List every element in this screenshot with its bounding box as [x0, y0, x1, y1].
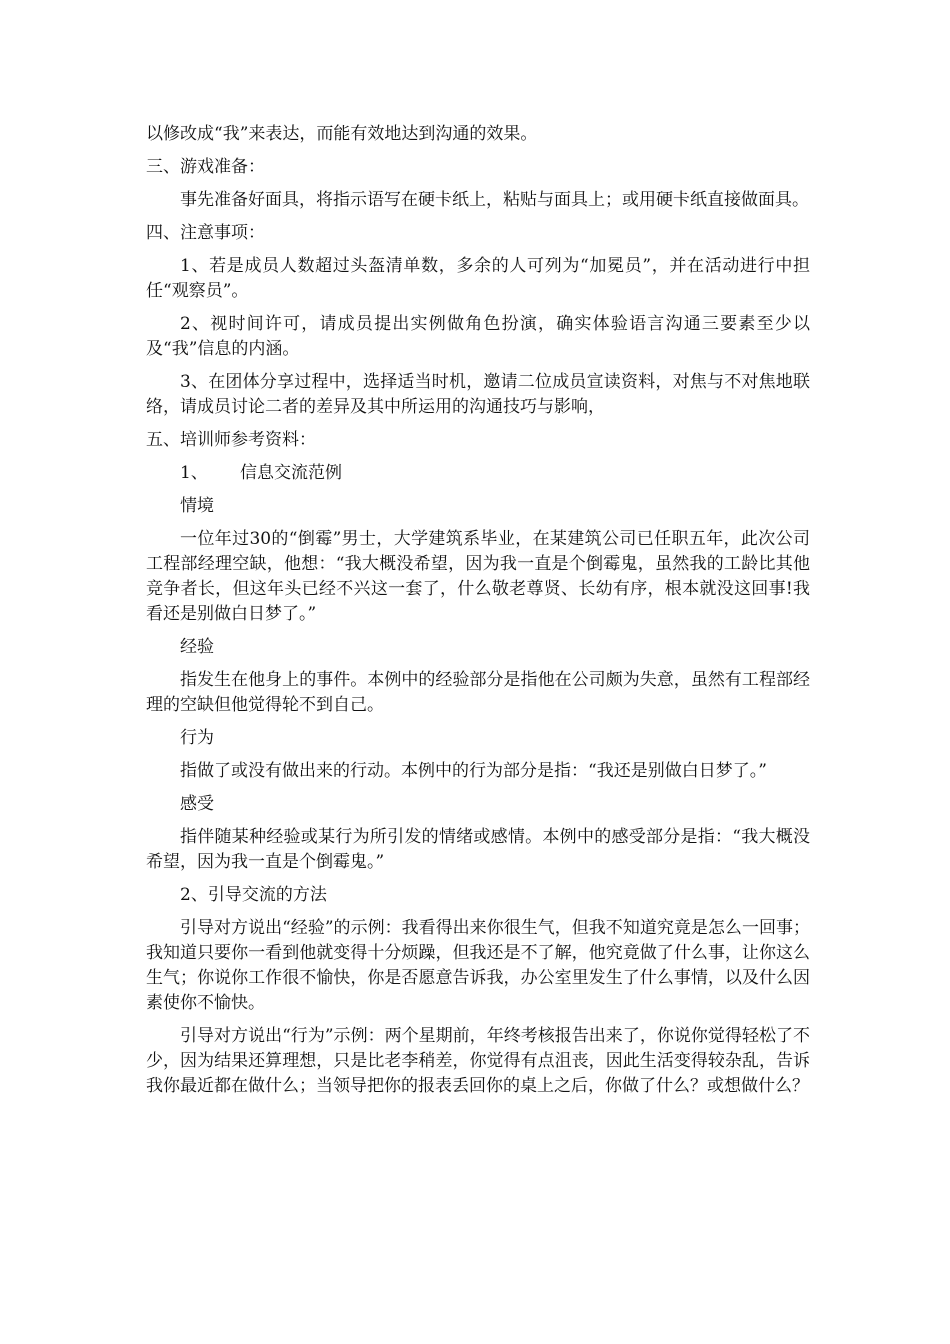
paragraph-intro-continuation: 以修改成“我”来表达，而能有效地达到沟通的效果。: [146, 124, 538, 144]
subheading-guide-methods: 2、引导交流的方法: [180, 885, 327, 905]
heading-trainer-reference: 五、培训师参考资料：: [146, 430, 316, 450]
paragraph-game-preparation: 事先准备好面具，将指示语写在硬卡纸上，粘贴与面具上；或用硬卡纸直接做面具。: [180, 190, 809, 210]
heading-game-preparation: 三、游戏准备：: [146, 157, 265, 177]
note-item-1: 1、若是成员人数超过头盔清单数，多余的人可列为“加冕员”，并在活动进行中担任“观察员”。: [146, 256, 810, 301]
term-situation: 情境: [180, 496, 214, 516]
paragraph-guide-experience: 引导对方说出“经验”的示例：我看得出来你很生气，但我不知道究竟是怎么一回事；我知道只要你一看到他就变得十分烦躁，但我还是不了解，他究竟做了什么事，让你这么生气；你说你工作很不愉快，你是否愿意告诉我，办公室里发生了什么事情，以及什么因素使你不愉快。: [146, 918, 810, 1013]
note-item-2: 2、视时间许可，请成员提出实例做角色扮演，确实体验语言沟通三要素至少以及“我”信息的内涵。: [146, 314, 810, 359]
paragraph-guide-behavior: 引导对方说出“行为”示例：两个星期前，年终考核报告出来了，你说你觉得轻松了不少，因为结果还算理想，只是比老李稍差，你觉得有点沮丧，因此生活变得较杂乱，告诉我你最近都在做什么；当领导把你的报表丢回你的桌上之后，你做了什么？或想做什么？: [146, 1026, 810, 1096]
subheading-title: 信息交流范例: [240, 463, 342, 483]
document-page: [146, 122, 810, 1107]
subheading-number: 1、: [180, 463, 208, 483]
paragraph-behavior: 指做了或没有做出来的行动。本例中的行为部分是指：“我还是别做白日梦了。”: [180, 761, 767, 781]
term-experience: 经验: [180, 637, 214, 657]
subheading-info-exchange: [146, 461, 810, 486]
note-item-3: 3、在团体分享过程中，选择适当时机，邀请二位成员宣读资料，对焦与不对焦地联络，请成员讨论二者的差异及其中所运用的沟通技巧与影响，: [146, 372, 810, 417]
paragraph-situation: 一位年过30的“倒霉”男士，大学建筑系毕业，在某建筑公司已任职五年，此次公司工程部经理空缺，他想：“我大概没希望，因为我一直是个倒霉鬼，虽然我的工龄比其他竞争者长，但这年头已经不兴这一套了，什么敬老尊贤、长幼有序，根本就没这回事!我看还是别做白日梦了。”: [146, 529, 810, 624]
paragraph-experience: 指发生在他身上的事件。本例中的经验部分是指他在公司颇为失意，虽然有工程部经理的空缺但他觉得轮不到自己。: [146, 670, 810, 715]
term-feeling: 感受: [180, 794, 214, 814]
term-behavior: 行为: [180, 728, 214, 748]
paragraph-feeling: 指伴随某种经验或某行为所引发的情绪或感情。本例中的感受部分是指：“我大概没希望，因为我一直是个倒霉鬼。”: [146, 827, 810, 872]
heading-notes: 四、注意事项：: [146, 223, 265, 243]
